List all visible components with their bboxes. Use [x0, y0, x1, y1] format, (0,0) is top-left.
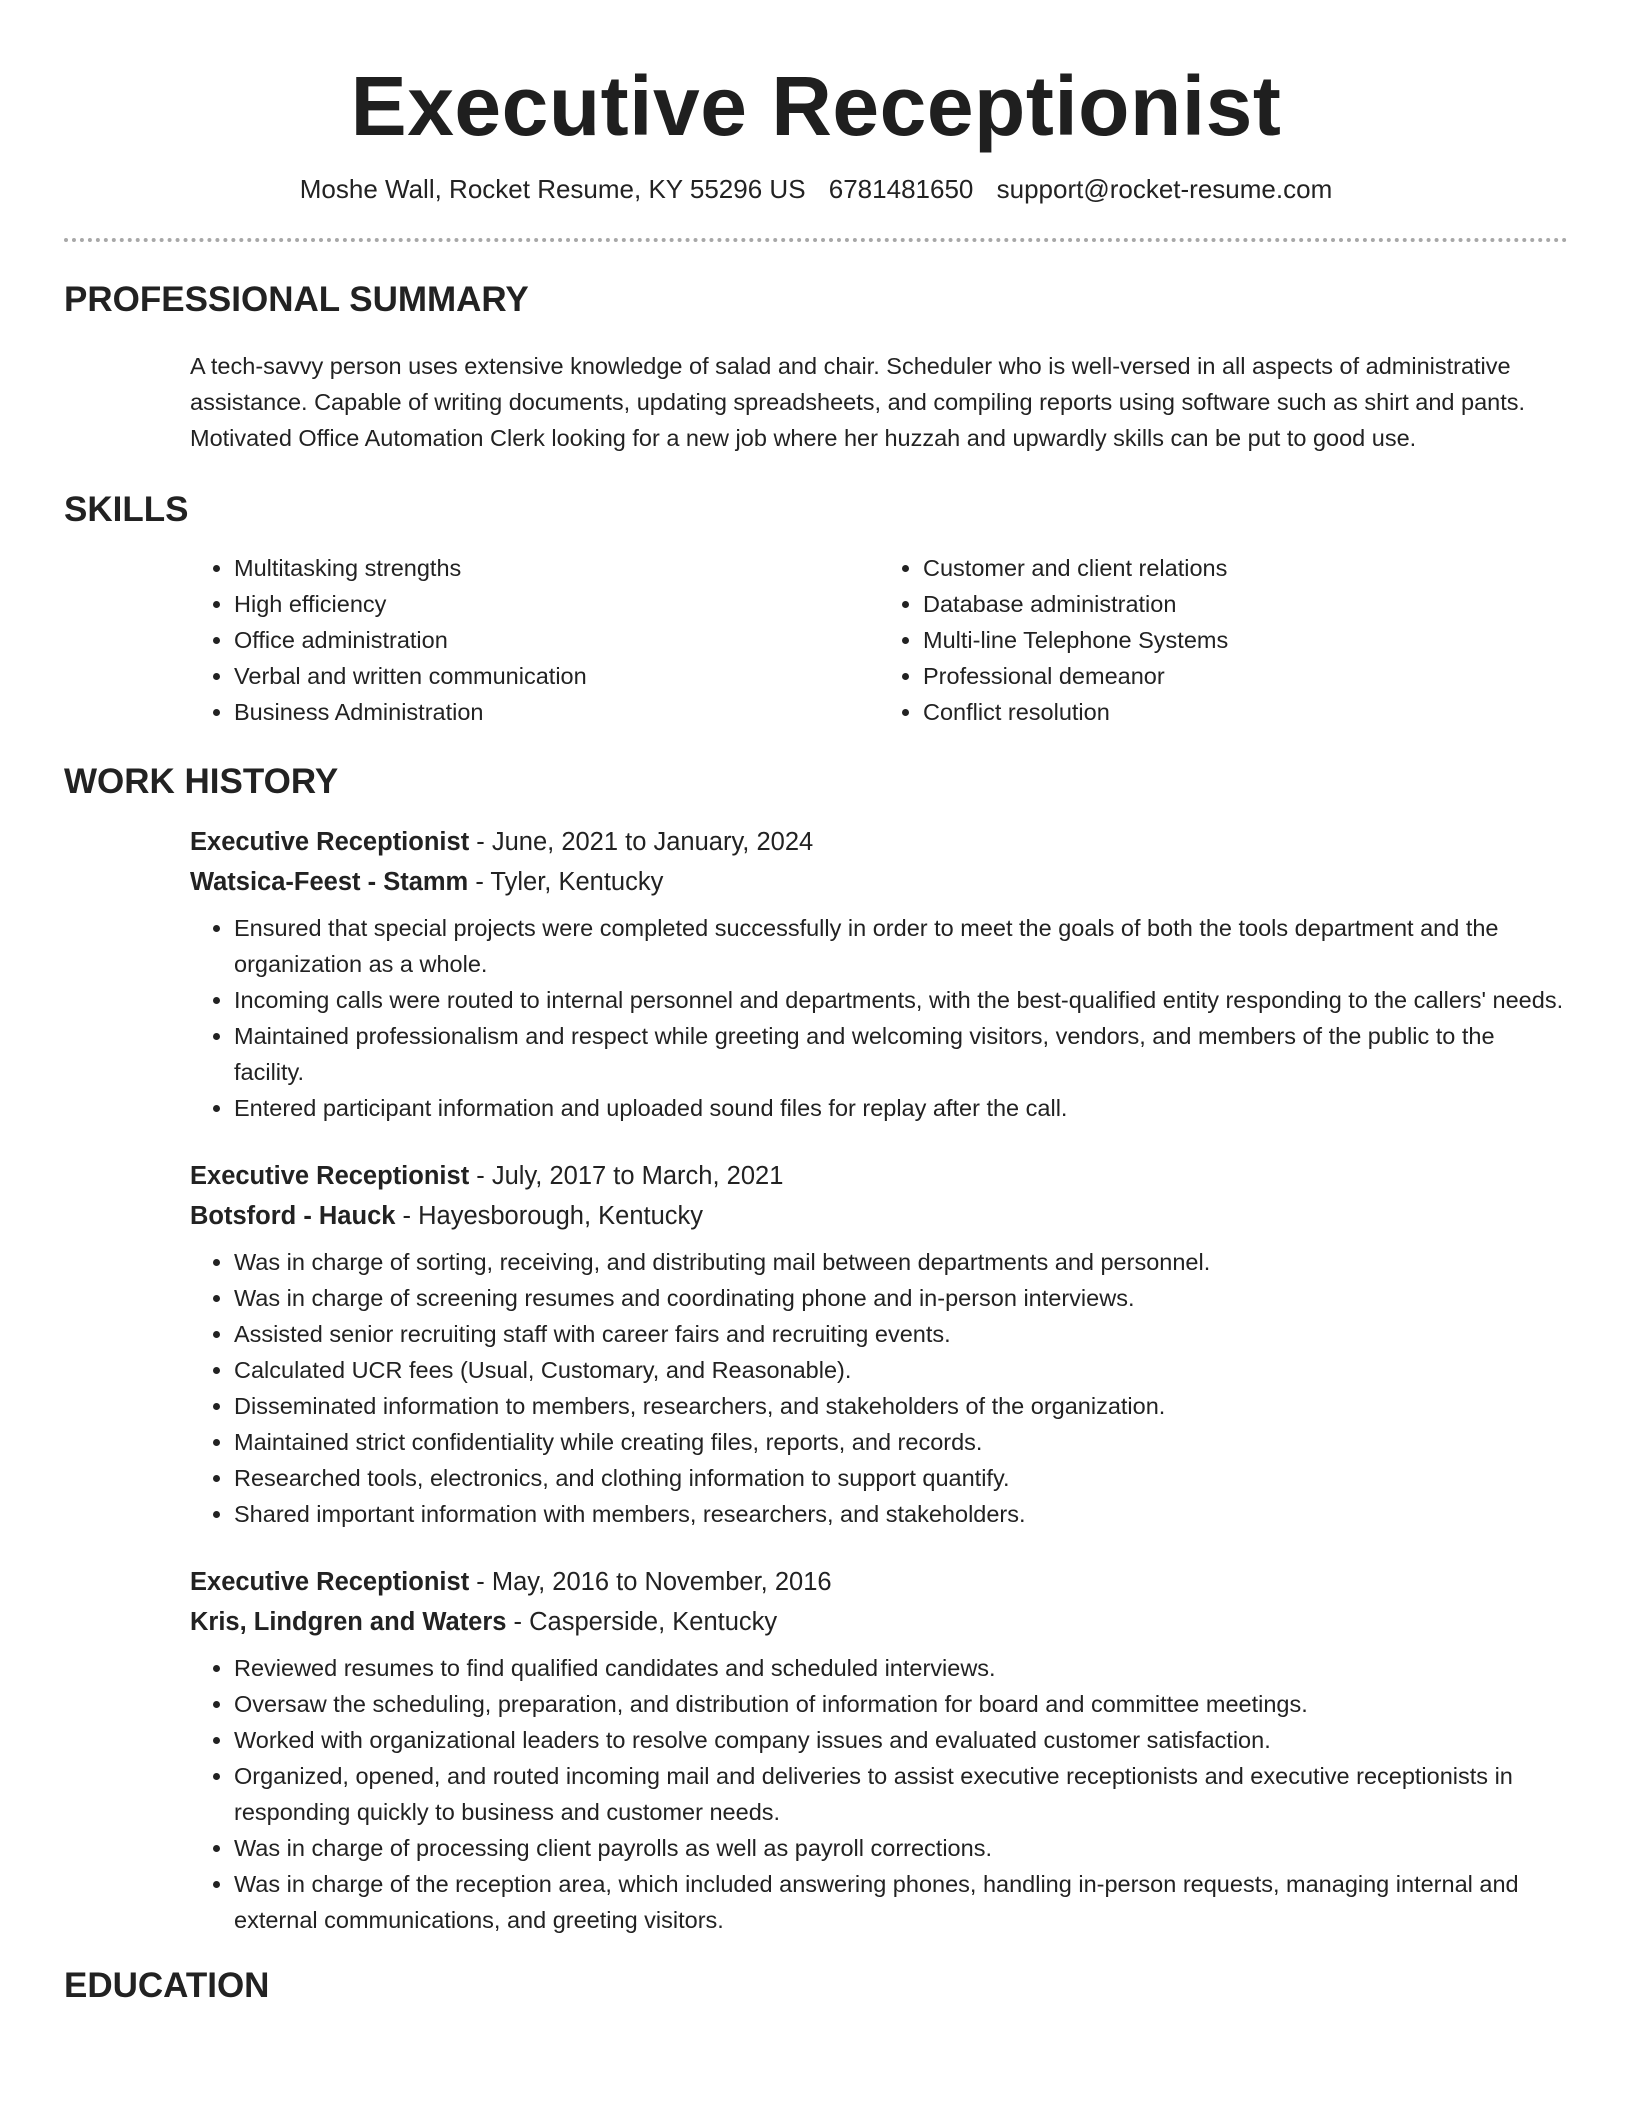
job-bullets — [190, 1650, 1568, 1938]
job-entry — [190, 1156, 1568, 1532]
job-bullet: • Maintained professionalism and respect while greeting and welcoming visitors, vendors, and members of the public to the facility. — [234, 1018, 1568, 1090]
job-dates: - June, 2021 to January, 2024 — [469, 828, 814, 856]
job-bullet: • Organized, opened, and routed incoming mail and deliveries to assist executive receptionists and executive receptionists in responding quickly to business and customer needs. — [234, 1758, 1568, 1830]
contact-phone: 6781481650 — [828, 174, 974, 204]
job-bullet: • Researched tools, electronics, and clothing information to support quantify. — [234, 1460, 1568, 1496]
job-bullet: • Incoming calls were routed to internal personnel and departments, with the best-qualified entity responding to the callers' needs. — [234, 982, 1568, 1018]
job-company-line — [190, 862, 1568, 902]
summary-text: A tech-savvy person uses extensive knowledge of salad and chair. Scheduler who is well-versed in all aspects of administrative assistance. Capable of writing documents, updating spreadsheets, and compiling reports using software such as shirt and pants. Motivated Office Automation Clerk looking for a new job where her huzzah and upwardly skills can be put to good use. — [190, 353, 1526, 451]
job-bullet: • Worked with organizational leaders to resolve company issues and evaluated customer satisfaction. — [234, 1722, 1568, 1758]
skill-item: • Business Administration — [234, 694, 879, 730]
job-bullet: • Was in charge of screening resumes and coordinating phone and in-person interviews. — [234, 1280, 1568, 1316]
job-entry — [190, 1562, 1568, 1938]
contact-email: support@rocket-resume.com — [996, 174, 1333, 204]
summary-heading: PROFESSIONAL SUMMARY — [64, 280, 529, 319]
education-section — [64, 1964, 1568, 2008]
skill-item: • Customer and client relations — [923, 550, 1568, 586]
skill-item: • High efficiency — [234, 586, 879, 622]
work-history-section — [64, 760, 1568, 1938]
skills-left-column — [190, 550, 879, 730]
job-bullet: • Entered participant information and uploaded sound files for replay after the call. — [234, 1090, 1568, 1126]
resume-title: Executive Receptionist — [350, 59, 1282, 153]
skill-item: • Professional demeanor — [923, 658, 1568, 694]
job-bullet: • Maintained strict confidentiality while creating files, reports, and records. — [234, 1424, 1568, 1460]
summary-section — [64, 278, 1568, 456]
job-location: - Hayesborough, Kentucky — [395, 1202, 704, 1230]
education-heading: EDUCATION — [64, 1966, 270, 2005]
job-bullet: • Ensured that special projects were completed successfully in order to meet the goals of both the tools department and the organization as a whole. — [234, 910, 1568, 982]
job-dates: - July, 2017 to March, 2021 — [469, 1162, 784, 1190]
skills-right-column — [879, 550, 1568, 730]
job-company-line — [190, 1602, 1568, 1642]
job-bullet: • Was in charge of processing client payrolls as well as payroll corrections. — [234, 1830, 1568, 1866]
header-divider — [64, 238, 1568, 242]
skill-item: • Conflict resolution — [923, 694, 1568, 730]
job-dates: - May, 2016 to November, 2016 — [469, 1568, 832, 1596]
skill-item: • Multitasking strengths — [234, 550, 879, 586]
job-company: Botsford - Hauck — [190, 1202, 396, 1230]
job-company-line — [190, 1196, 1568, 1236]
job-bullets — [190, 1244, 1568, 1532]
contact-address: Moshe Wall, Rocket Resume, KY 55296 US — [299, 174, 806, 204]
skill-item: • Verbal and written communication — [234, 658, 879, 694]
job-company: Watsica-Feest - Stamm — [190, 868, 469, 896]
job-title: Executive Receptionist — [190, 1162, 470, 1190]
job-bullet: • Assisted senior recruiting staff with career fairs and recruiting events. — [234, 1316, 1568, 1352]
contact-line — [64, 172, 1568, 206]
job-title: Executive Receptionist — [190, 1568, 470, 1596]
job-bullet: • Shared important information with members, researchers, and stakeholders. — [234, 1496, 1568, 1532]
job-title-line — [190, 1156, 1568, 1196]
skills-section — [64, 488, 1568, 730]
job-location: - Tyler, Kentucky — [468, 868, 664, 896]
skills-grid — [190, 550, 1568, 730]
work-history-heading: WORK HISTORY — [64, 762, 339, 801]
job-bullets — [190, 910, 1568, 1126]
job-title: Executive Receptionist — [190, 828, 470, 856]
job-bullet: • Oversaw the scheduling, preparation, and distribution of information for board and committee meetings. — [234, 1686, 1568, 1722]
skill-item: • Office administration — [234, 622, 879, 658]
job-list — [190, 822, 1568, 1938]
job-bullet: • Calculated UCR fees (Usual, Customary, and Reasonable). — [234, 1352, 1568, 1388]
job-bullet: • Was in charge of the reception area, which included answering phones, handling in-person requests, managing internal and external communications, and greeting visitors. — [234, 1866, 1568, 1938]
job-location: - Casperside, Kentucky — [506, 1608, 778, 1636]
job-entry — [190, 822, 1568, 1126]
job-bullet: • Reviewed resumes to find qualified candidates and scheduled interviews. — [234, 1650, 1568, 1686]
skill-item: • Multi-line Telephone Systems — [923, 622, 1568, 658]
job-title-line — [190, 1562, 1568, 1602]
skills-heading: SKILLS — [64, 490, 189, 529]
skill-item: • Database administration — [923, 586, 1568, 622]
job-bullet: • Disseminated information to members, researchers, and stakeholders of the organization. — [234, 1388, 1568, 1424]
job-title-line — [190, 822, 1568, 862]
job-company: Kris, Lindgren and Waters — [190, 1608, 507, 1636]
job-bullet: • Was in charge of sorting, receiving, and distributing mail between departments and personnel. — [234, 1244, 1568, 1280]
